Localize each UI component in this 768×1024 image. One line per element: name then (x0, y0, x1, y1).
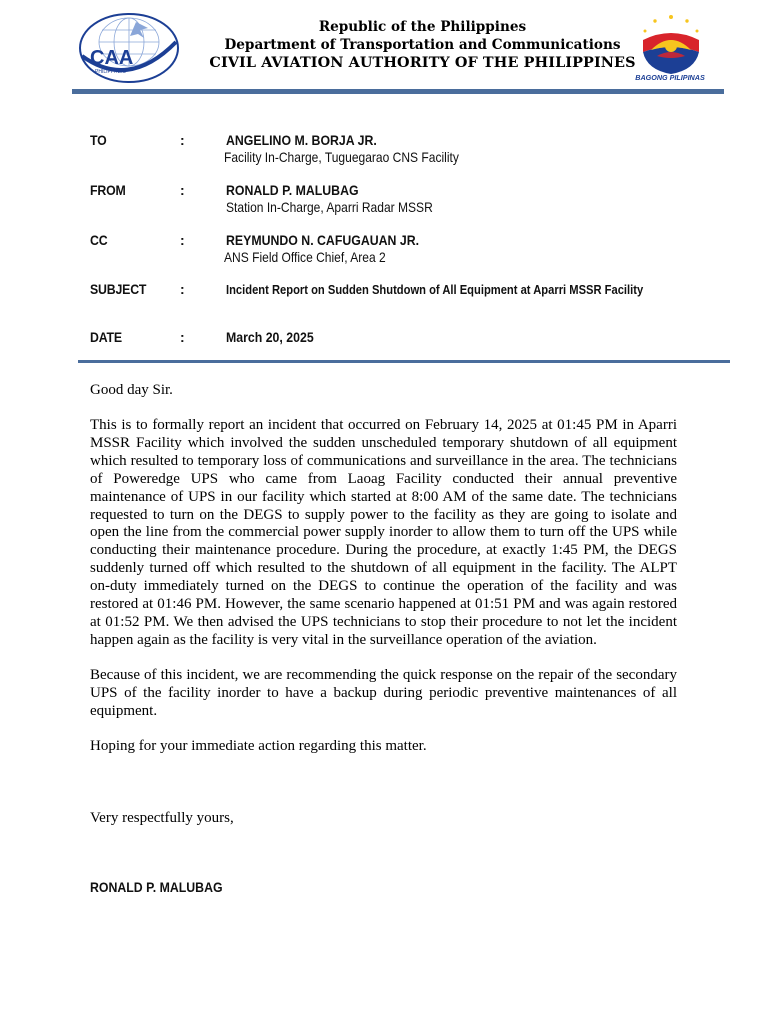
cc-name: REYMUNDO N. CAFUGAUAN JR. (226, 232, 420, 248)
to-name: ANGELINO M. BORJA JR. (226, 132, 377, 148)
from-role: Station In-Charge, Aparri Radar MSSR (226, 199, 433, 215)
subject-value: Incident Report on Sudden Shutdown of All Equipment at Aparri MSSR Facility (226, 282, 644, 297)
greeting: Good day Sir. (90, 382, 173, 398)
bagong-pilipinas-text: BAGONG PILIPINAS (635, 73, 705, 82)
signatory-name: RONALD P. MALUBAG (90, 879, 223, 895)
closing: Very respectfully yours, (90, 810, 234, 826)
department-line: Department of Transportation and Communications (224, 36, 621, 53)
paragraph-request: Hoping for your immediate action regarding this matter. (90, 738, 427, 754)
subject-colon: : (180, 281, 185, 297)
cc-colon: : (180, 232, 185, 248)
caa-logo-subtext: PHILIPPINES (95, 69, 126, 75)
subject-label: SUBJECT (90, 281, 147, 297)
from-label: FROM (90, 182, 126, 198)
to-label: TO (90, 132, 107, 148)
date-colon: : (180, 329, 185, 345)
cc-role: ANS Field Office Chief, Area 2 (224, 249, 386, 265)
cc-label: CC (90, 232, 108, 248)
date-label: DATE (90, 329, 122, 345)
organization-heading (200, 19, 645, 72)
letterhead (0, 0, 768, 96)
agency-line: CIVIL AVIATION AUTHORITY OF THE PHILIPPINES (209, 54, 636, 72)
caa-logo-text: CAA (90, 47, 134, 69)
from-colon: : (180, 182, 185, 198)
paragraph-incident: This is to formally report an incident that occurred on February 14, 2025 at 01:45 PM in Aparri MSSR Facility which involved the sudden unscheduled temporary shutdown of all equipment which resulted to temporary loss of communications and surveillance in the area. The technicians of Poweredge UPS who came from Laoag Facility conducted their annual preventive maintenance of UPS in our facility which started at 8:00 AM of the same date. The technicians requested to turn on the DEGS to supply power to the facility as they are going to isolate and open the line from the commercial power supply inorder to allow them to turn off the UPS while conducting their maintenance procedure. During the procedure, at exactly 1:45 PM, the DEGS suddenly turned off which resulted to the shutdown of all equipment in the facility. The ALPT on-duty immediately turned on the DEGS to continue the operation of the facility and was restored at 01:46 PM. However, the same scenario happened at 01:51 PM and was again restored at 01:52 PM. We then advised the UPS technicians to stop their procedure to not let the incident happen again as the facility is very vital in the surveillance operation of the aviation. (90, 417, 677, 648)
header-rule (72, 89, 724, 94)
to-role: Facility In-Charge, Tuguegarao CNS Facility (224, 149, 459, 165)
paragraph-recommendation: Because of this incident, we are recommending the quick response on the repair of the secondary UPS of the facility inorder to have a backup during periodic preventive maintenances of all equipment. (90, 667, 677, 719)
to-colon: : (180, 132, 185, 148)
caa-logo (78, 12, 180, 84)
memo-rule (78, 360, 730, 363)
date-value: March 20, 2025 (226, 329, 314, 345)
republic-line: Republic of the Philippines (318, 19, 527, 35)
from-name: RONALD P. MALUBAG (226, 182, 359, 198)
